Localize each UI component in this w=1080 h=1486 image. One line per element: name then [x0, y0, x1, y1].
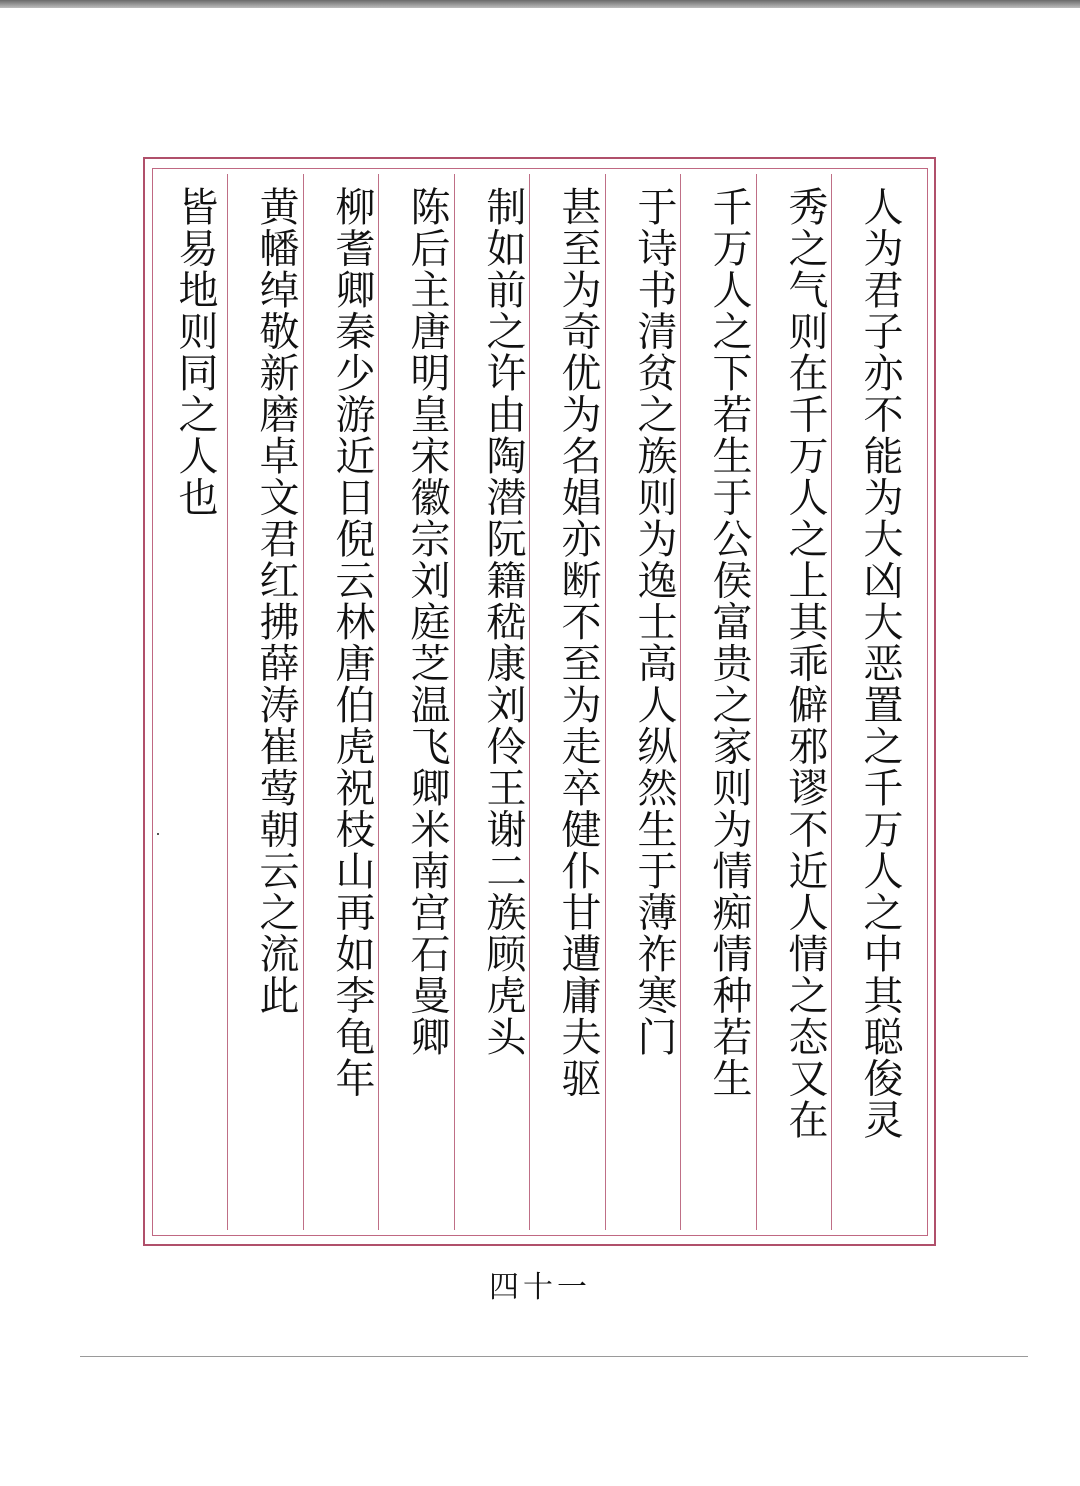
text-column-9: 黄幡绰敬新磨卓文君红拂薛涛崔莺朝云之流此	[253, 186, 299, 1016]
text-column-6: 制如前之许由陶潜阮籍嵇康刘伶王谢二族顾虎头	[480, 186, 526, 1058]
bottom-rule	[80, 1356, 1028, 1357]
text-column-5: 甚至为奇优为名娼亦断不至为走卒健仆甘遭庸夫驱	[555, 186, 601, 1099]
text-column-3: 千万人之下若生于公侯富贵之家则为情痴情种若生	[706, 186, 752, 1099]
page-number: 四十一	[489, 1270, 591, 1305]
text-column-4: 于诗书清贫之族则为逸士高人纵然生于薄祚寒门	[631, 186, 677, 1058]
text-column-1: 人为君子亦不能为大凶大恶置之千万人之中其聪俊灵	[857, 186, 903, 1141]
scan-top-edge	[0, 0, 1080, 8]
text-column-10: 皆易地则同之人也	[172, 186, 218, 518]
text-column-7: 陈后主唐明皇宋徽宗刘庭芝温飞卿米南宫石曼卿	[404, 186, 450, 1058]
margin-mark	[157, 833, 159, 835]
text-column-8: 柳耆卿秦少游近日倪云林唐伯虎祝枝山再如李龟年	[329, 186, 375, 1099]
text-column-2: 秀之气则在千万人之上其乖僻邪谬不近人情之态又在	[782, 186, 828, 1141]
